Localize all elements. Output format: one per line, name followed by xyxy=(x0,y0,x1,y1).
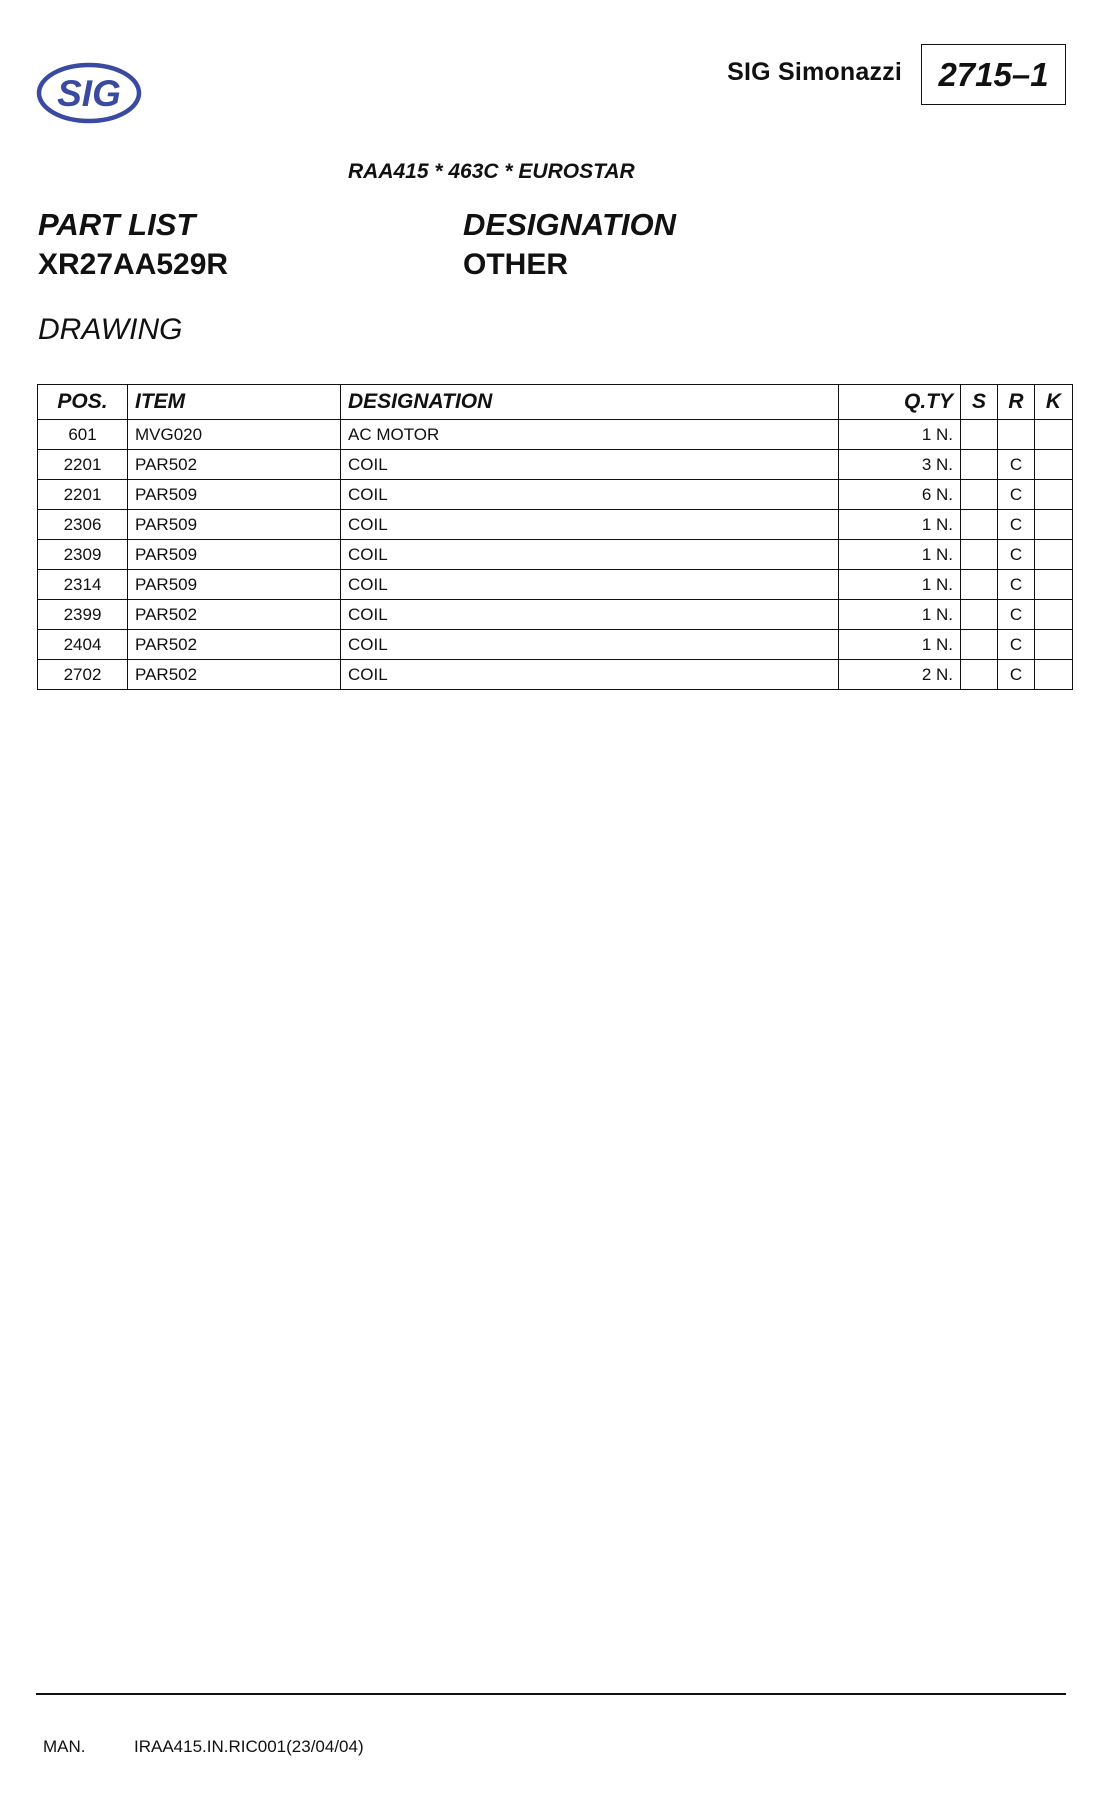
table-row xyxy=(38,480,1073,510)
designation-value: OTHER xyxy=(463,248,568,281)
cell-pos: 2404 xyxy=(38,630,128,660)
cell-r: C xyxy=(998,540,1035,570)
cell-pos: 2314 xyxy=(38,570,128,600)
cell-item: PAR502 xyxy=(128,630,341,660)
cell-k xyxy=(1035,660,1073,690)
table-row xyxy=(38,420,1073,450)
cell-s xyxy=(961,510,998,540)
footer-reference: IRAA415.IN.RIC001(23/04/04) xyxy=(134,1737,364,1756)
cell-qty: 2 N. xyxy=(839,660,961,690)
cell-item: PAR502 xyxy=(128,450,341,480)
cell-pos: 2309 xyxy=(38,540,128,570)
cell-designation: COIL xyxy=(341,450,839,480)
table-row xyxy=(38,450,1073,480)
cell-s xyxy=(961,420,998,450)
cell-designation: COIL xyxy=(341,480,839,510)
document-number-text: 2715–1 xyxy=(938,55,1049,93)
cell-k xyxy=(1035,570,1073,600)
parts-table xyxy=(37,384,1073,690)
cell-r: C xyxy=(998,570,1035,600)
cell-designation: AC MOTOR xyxy=(341,420,839,450)
cell-s xyxy=(961,540,998,570)
cell-qty: 6 N. xyxy=(839,480,961,510)
document-number xyxy=(921,44,1066,105)
col-header-r: R xyxy=(998,385,1035,420)
cell-r: C xyxy=(998,450,1035,480)
cell-pos: 2306 xyxy=(38,510,128,540)
cell-s xyxy=(961,660,998,690)
cell-qty: 3 N. xyxy=(839,450,961,480)
col-header-s: S xyxy=(961,385,998,420)
cell-pos: 2201 xyxy=(38,480,128,510)
cell-k xyxy=(1035,480,1073,510)
cell-designation: COIL xyxy=(341,570,839,600)
cell-s xyxy=(961,630,998,660)
sig-logo xyxy=(36,62,142,124)
cell-s xyxy=(961,570,998,600)
cell-k xyxy=(1035,630,1073,660)
col-header-pos: POS. xyxy=(38,385,128,420)
table-header-row xyxy=(38,385,1073,420)
model-line: RAA415 * 463C * EUROSTAR xyxy=(348,160,635,183)
cell-k xyxy=(1035,540,1073,570)
designation-label: DESIGNATION xyxy=(463,207,676,242)
brand-name: SIG Simonazzi xyxy=(727,58,902,86)
cell-designation: COIL xyxy=(341,600,839,630)
cell-s xyxy=(961,450,998,480)
part-list-code: XR27AA529R xyxy=(38,248,229,281)
col-header-designation: DESIGNATION xyxy=(341,385,839,420)
cell-r xyxy=(998,420,1035,450)
footer-man-label: MAN. xyxy=(43,1737,86,1756)
cell-r: C xyxy=(998,660,1035,690)
cell-r: C xyxy=(998,510,1035,540)
table-row xyxy=(38,540,1073,570)
cell-item: PAR502 xyxy=(128,660,341,690)
cell-item: PAR509 xyxy=(128,570,341,600)
cell-s xyxy=(961,480,998,510)
footer-divider xyxy=(36,1693,1066,1695)
col-header-k: K xyxy=(1035,385,1073,420)
cell-qty: 1 N. xyxy=(839,630,961,660)
cell-r: C xyxy=(998,630,1035,660)
cell-pos: 2702 xyxy=(38,660,128,690)
part-list-label: PART LIST xyxy=(38,207,196,242)
cell-r: C xyxy=(998,480,1035,510)
drawing-label: DRAWING xyxy=(38,313,183,346)
table-row xyxy=(38,570,1073,600)
cell-pos: 2399 xyxy=(38,600,128,630)
cell-k xyxy=(1035,510,1073,540)
cell-qty: 1 N. xyxy=(839,570,961,600)
cell-r: C xyxy=(998,600,1035,630)
cell-item: PAR509 xyxy=(128,510,341,540)
cell-designation: COIL xyxy=(341,510,839,540)
cell-item: PAR502 xyxy=(128,600,341,630)
cell-pos: 601 xyxy=(38,420,128,450)
cell-k xyxy=(1035,450,1073,480)
table-row xyxy=(38,660,1073,690)
col-header-item: ITEM xyxy=(128,385,341,420)
sig-logo-text: SIG xyxy=(57,73,121,114)
cell-qty: 1 N. xyxy=(839,420,961,450)
table-row xyxy=(38,600,1073,630)
cell-designation: COIL xyxy=(341,660,839,690)
cell-item: PAR509 xyxy=(128,540,341,570)
table-row xyxy=(38,630,1073,660)
cell-item: PAR509 xyxy=(128,480,341,510)
cell-qty: 1 N. xyxy=(839,540,961,570)
cell-k xyxy=(1035,420,1073,450)
cell-qty: 1 N. xyxy=(839,600,961,630)
table-row xyxy=(38,510,1073,540)
cell-k xyxy=(1035,600,1073,630)
col-header-qty: Q.TY xyxy=(839,385,961,420)
cell-s xyxy=(961,600,998,630)
cell-qty: 1 N. xyxy=(839,510,961,540)
cell-pos: 2201 xyxy=(38,450,128,480)
cell-designation: COIL xyxy=(341,630,839,660)
cell-item: MVG020 xyxy=(128,420,341,450)
cell-designation: COIL xyxy=(341,540,839,570)
